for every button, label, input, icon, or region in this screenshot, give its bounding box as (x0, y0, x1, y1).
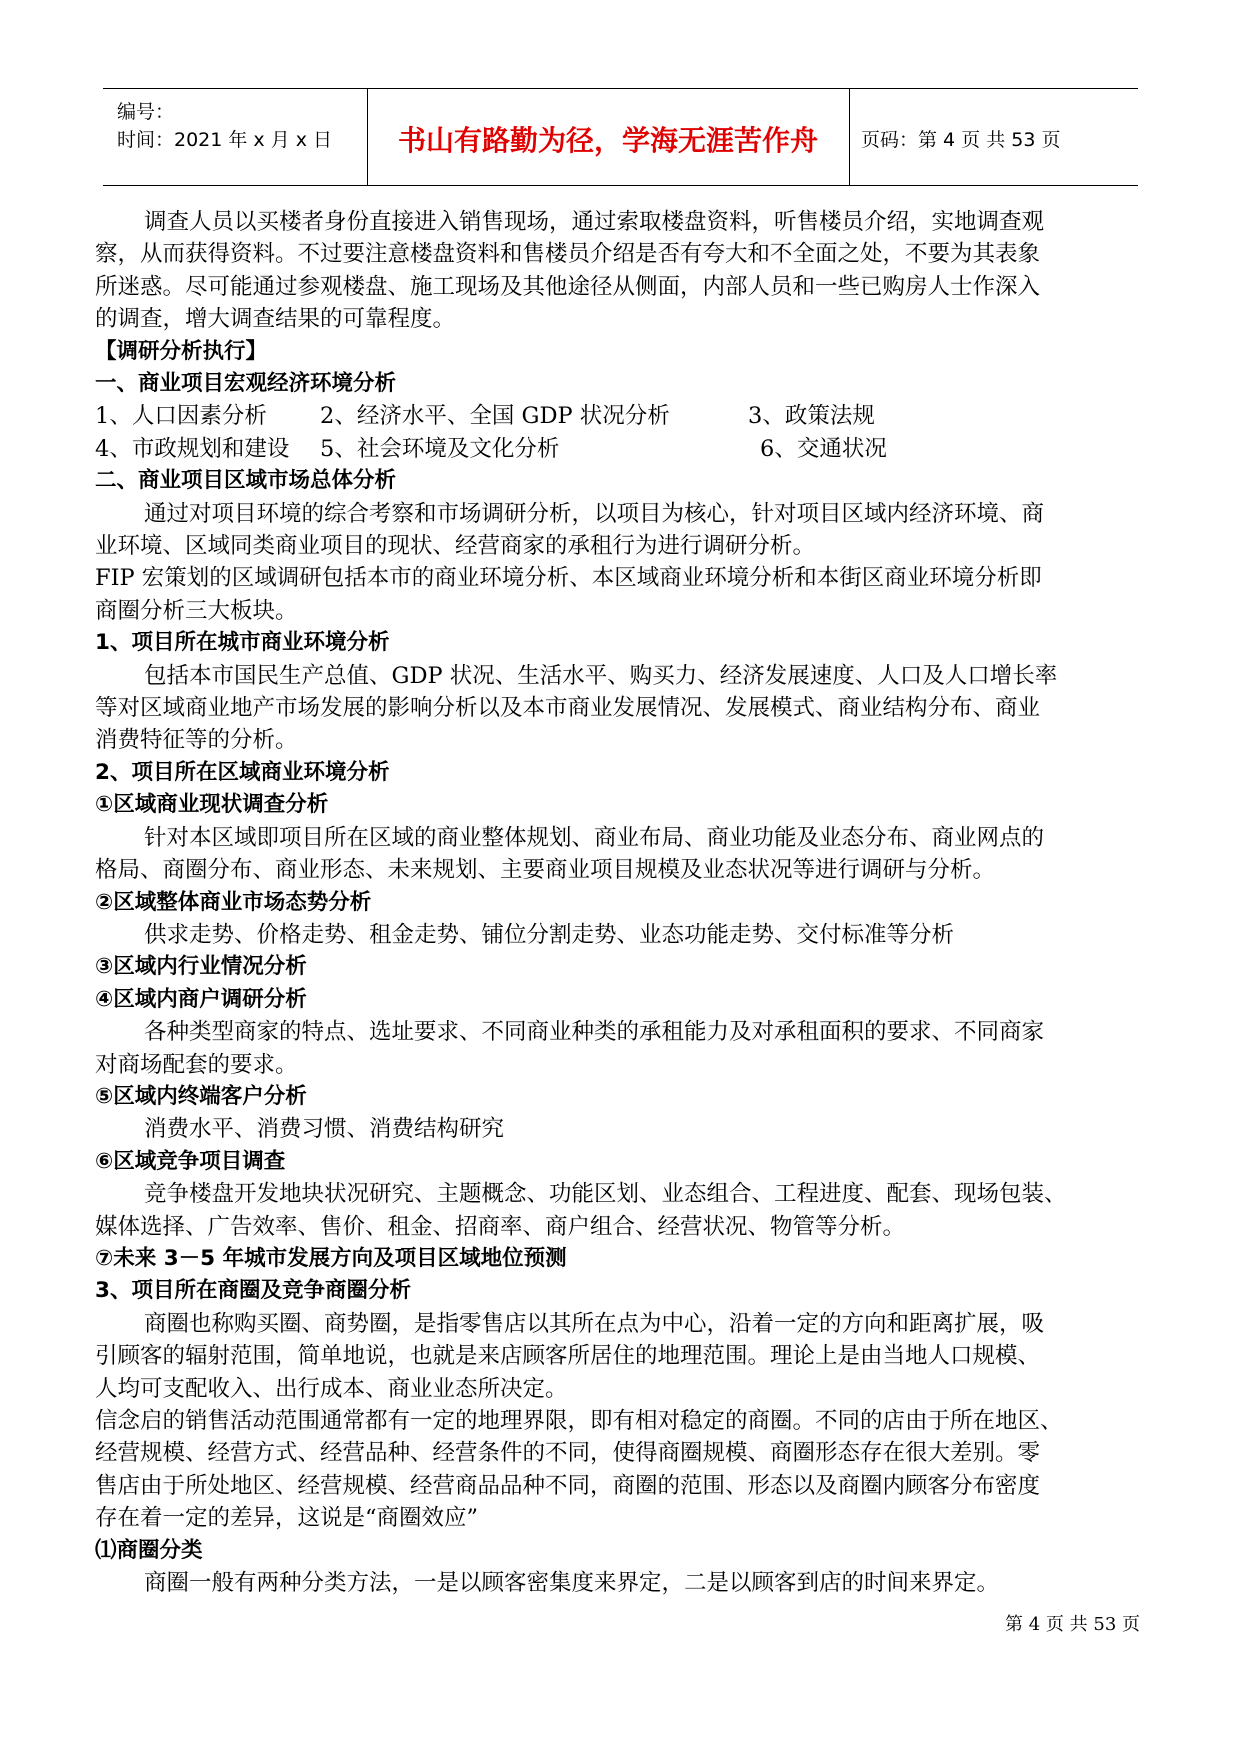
paragraph-line: 对商场配套的要求。 (95, 1051, 298, 1078)
page-footer: 第 4 页 共 53 页 (1005, 1614, 1140, 1635)
paragraph-line: 通过对项目环境的综合考察和市场调研分析，以项目为核心，针对项目区域内经济环境、商 (144, 500, 1045, 527)
topic-list-item: 1、人口因素分析 (95, 403, 267, 430)
paragraph-line: 业环境、区域同类商业项目的现状、经营商家的承租行为进行调研分析。 (95, 533, 816, 560)
section-heading: 二、商业项目区域市场总体分析 (95, 468, 397, 494)
paragraph-line: 所迷惑。尽可能通过参观楼盘、施工现场及其他途径从侧面，内部人员和一些已购房人士作深入 (95, 273, 1041, 300)
paragraph-line: 消费特征等的分析。 (95, 727, 298, 754)
paragraph-line: 等对区域商业地产市场发展的影响分析以及本市商业发展情况、发展模式、商业结构分布、商业 (95, 695, 1041, 722)
paragraph-line: 消费水平、消费习惯、消费结构研究 (144, 1116, 505, 1143)
paragraph-line: 包括本市国民生产总值、GDP 状况、生活水平、购买力、经济发展速度、人口及人口增长率 (144, 662, 1058, 689)
section-heading: 2、项目所在区域商业环境分析 (95, 759, 390, 785)
header-meta-cell (103, 89, 368, 185)
topic-list-item: 4、市政规划和建设 (95, 435, 290, 462)
date-label: 时间：2021 年 x 月 x 日 (117, 129, 333, 151)
paragraph-line: 经营规模、经营方式、经营品种、经营条件的不同，使得商圈规模、商圈形态存在很大差别。零 (95, 1440, 1041, 1467)
topic-list-item: 3、政策法规 (748, 403, 875, 430)
paragraph-line: 商圈也称购买圈、商势圈，是指零售店以其所在点为中心，沿着一定的方向和距离扩展，吸 (144, 1310, 1045, 1337)
header-motto-cell (367, 89, 850, 185)
paragraph-line: 调查人员以买楼者身份直接进入销售现场，通过索取楼盘资料，听售楼员介绍，实地调查观 (144, 209, 1045, 235)
topic-list-row (95, 400, 1145, 432)
paragraph-line: 存在着一定的差异，这说是“商圈效应” (95, 1505, 479, 1532)
paragraph-line: 各种类型商家的特点、选址要求、不同商业种类的承租能力及对承租面积的要求、不同商家 (144, 1019, 1045, 1046)
section-heading: ⑥区域竞争项目调查 (95, 1148, 286, 1174)
topic-list-item: 2、经济水平、全国 GDP 状况分析 (320, 403, 670, 430)
paragraph-line: 竞争楼盘开发地块状况研究、主题概念、功能区划、业态组合、工程进度、配套、现场包装、 (144, 1181, 1067, 1208)
header-page-cell (849, 89, 1138, 185)
paragraph-line: FIP 宏策划的区域调研包括本市的商业环境分析、本区域商业环境分析和本街区商业环境分析即 (95, 565, 1042, 592)
paragraph-line: 媒体选择、广告效率、售价、租金、招商率、商户组合、经营状况、物管等分析。 (95, 1213, 906, 1240)
paragraph-line: 的调查，增大调查结果的可靠程度。 (95, 306, 456, 333)
topic-list-item: 5、社会环境及文化分析 (320, 435, 560, 462)
page-number-label: 页码：第 4 页 共 53 页 (861, 129, 1061, 151)
paragraph-line: 售店由于所处地区、经营规模、经营商品品种不同，商圈的范围、形态以及商圈内顾客分布密度 (95, 1472, 1041, 1499)
section-heading: ④区域内商户调研分析 (95, 986, 307, 1012)
motto-text: 书山有路勤为径，学海无涯苦作舟 (397, 124, 818, 157)
topic-list-row (95, 433, 1145, 465)
paragraph-line: 信念启的销售活动范围通常都有一定的地理界限，即有相对稳定的商圈。不同的店由于所在地区、 (95, 1408, 1063, 1434)
section-heading: ⑤区域内终端客户分析 (95, 1083, 307, 1109)
section-heading: ②区域整体商业市场态势分析 (95, 889, 372, 915)
page-header (103, 88, 1138, 186)
paragraph-line: 商圈分析三大板块。 (95, 597, 298, 624)
section-heading: ⑴商圈分类 (95, 1537, 203, 1563)
section-heading: 一、商业项目宏观经济环境分析 (95, 371, 397, 397)
paragraph-line: 格局、商圈分布、商业形态、未来规划、主要商业项目规模及业态状况等进行调研与分析。 (95, 857, 996, 884)
serial-label: 编号： (117, 101, 175, 123)
section-heading: 3、项目所在商圈及竞争商圈分析 (95, 1278, 411, 1304)
section-heading: ③区域内行业情况分析 (95, 954, 307, 980)
paragraph-line: 供求走势、价格走势、租金走势、铺位分割走势、业态功能走势、交付标准等分析 (144, 921, 955, 948)
section-heading: 1、项目所在城市商业环境分析 (95, 630, 390, 656)
paragraph-line: 人均可支配收入、出行成本、商业业态所决定。 (95, 1375, 568, 1402)
paragraph-line: 商圈一般有两种分类方法，一是以顾客密集度来界定，二是以顾客到店的时间来界定。 (144, 1570, 1000, 1597)
paragraph-line: 引顾客的辐射范围，简单地说，也就是来店顾客所居住的地理范围。理论上是由当地人口规模、 (95, 1343, 1041, 1370)
section-heading: ①区域商业现状调查分析 (95, 792, 329, 818)
paragraph-line: 察，从而获得资料。不过要注意楼盘资料和售楼员介绍是否有夸大和不全面之处，不要为其表象 (95, 241, 1041, 268)
section-heading: 【调研分析执行】 (95, 338, 268, 364)
topic-list-item: 6、交通状况 (760, 435, 887, 462)
section-heading: ⑦未来 3－5 年城市发展方向及项目区域地位预测 (95, 1245, 567, 1271)
document-body (95, 206, 1145, 1599)
paragraph-line: 针对本区域即项目所在区域的商业整体规划、商业布局、商业功能及业态分布、商业网点的 (144, 824, 1045, 851)
